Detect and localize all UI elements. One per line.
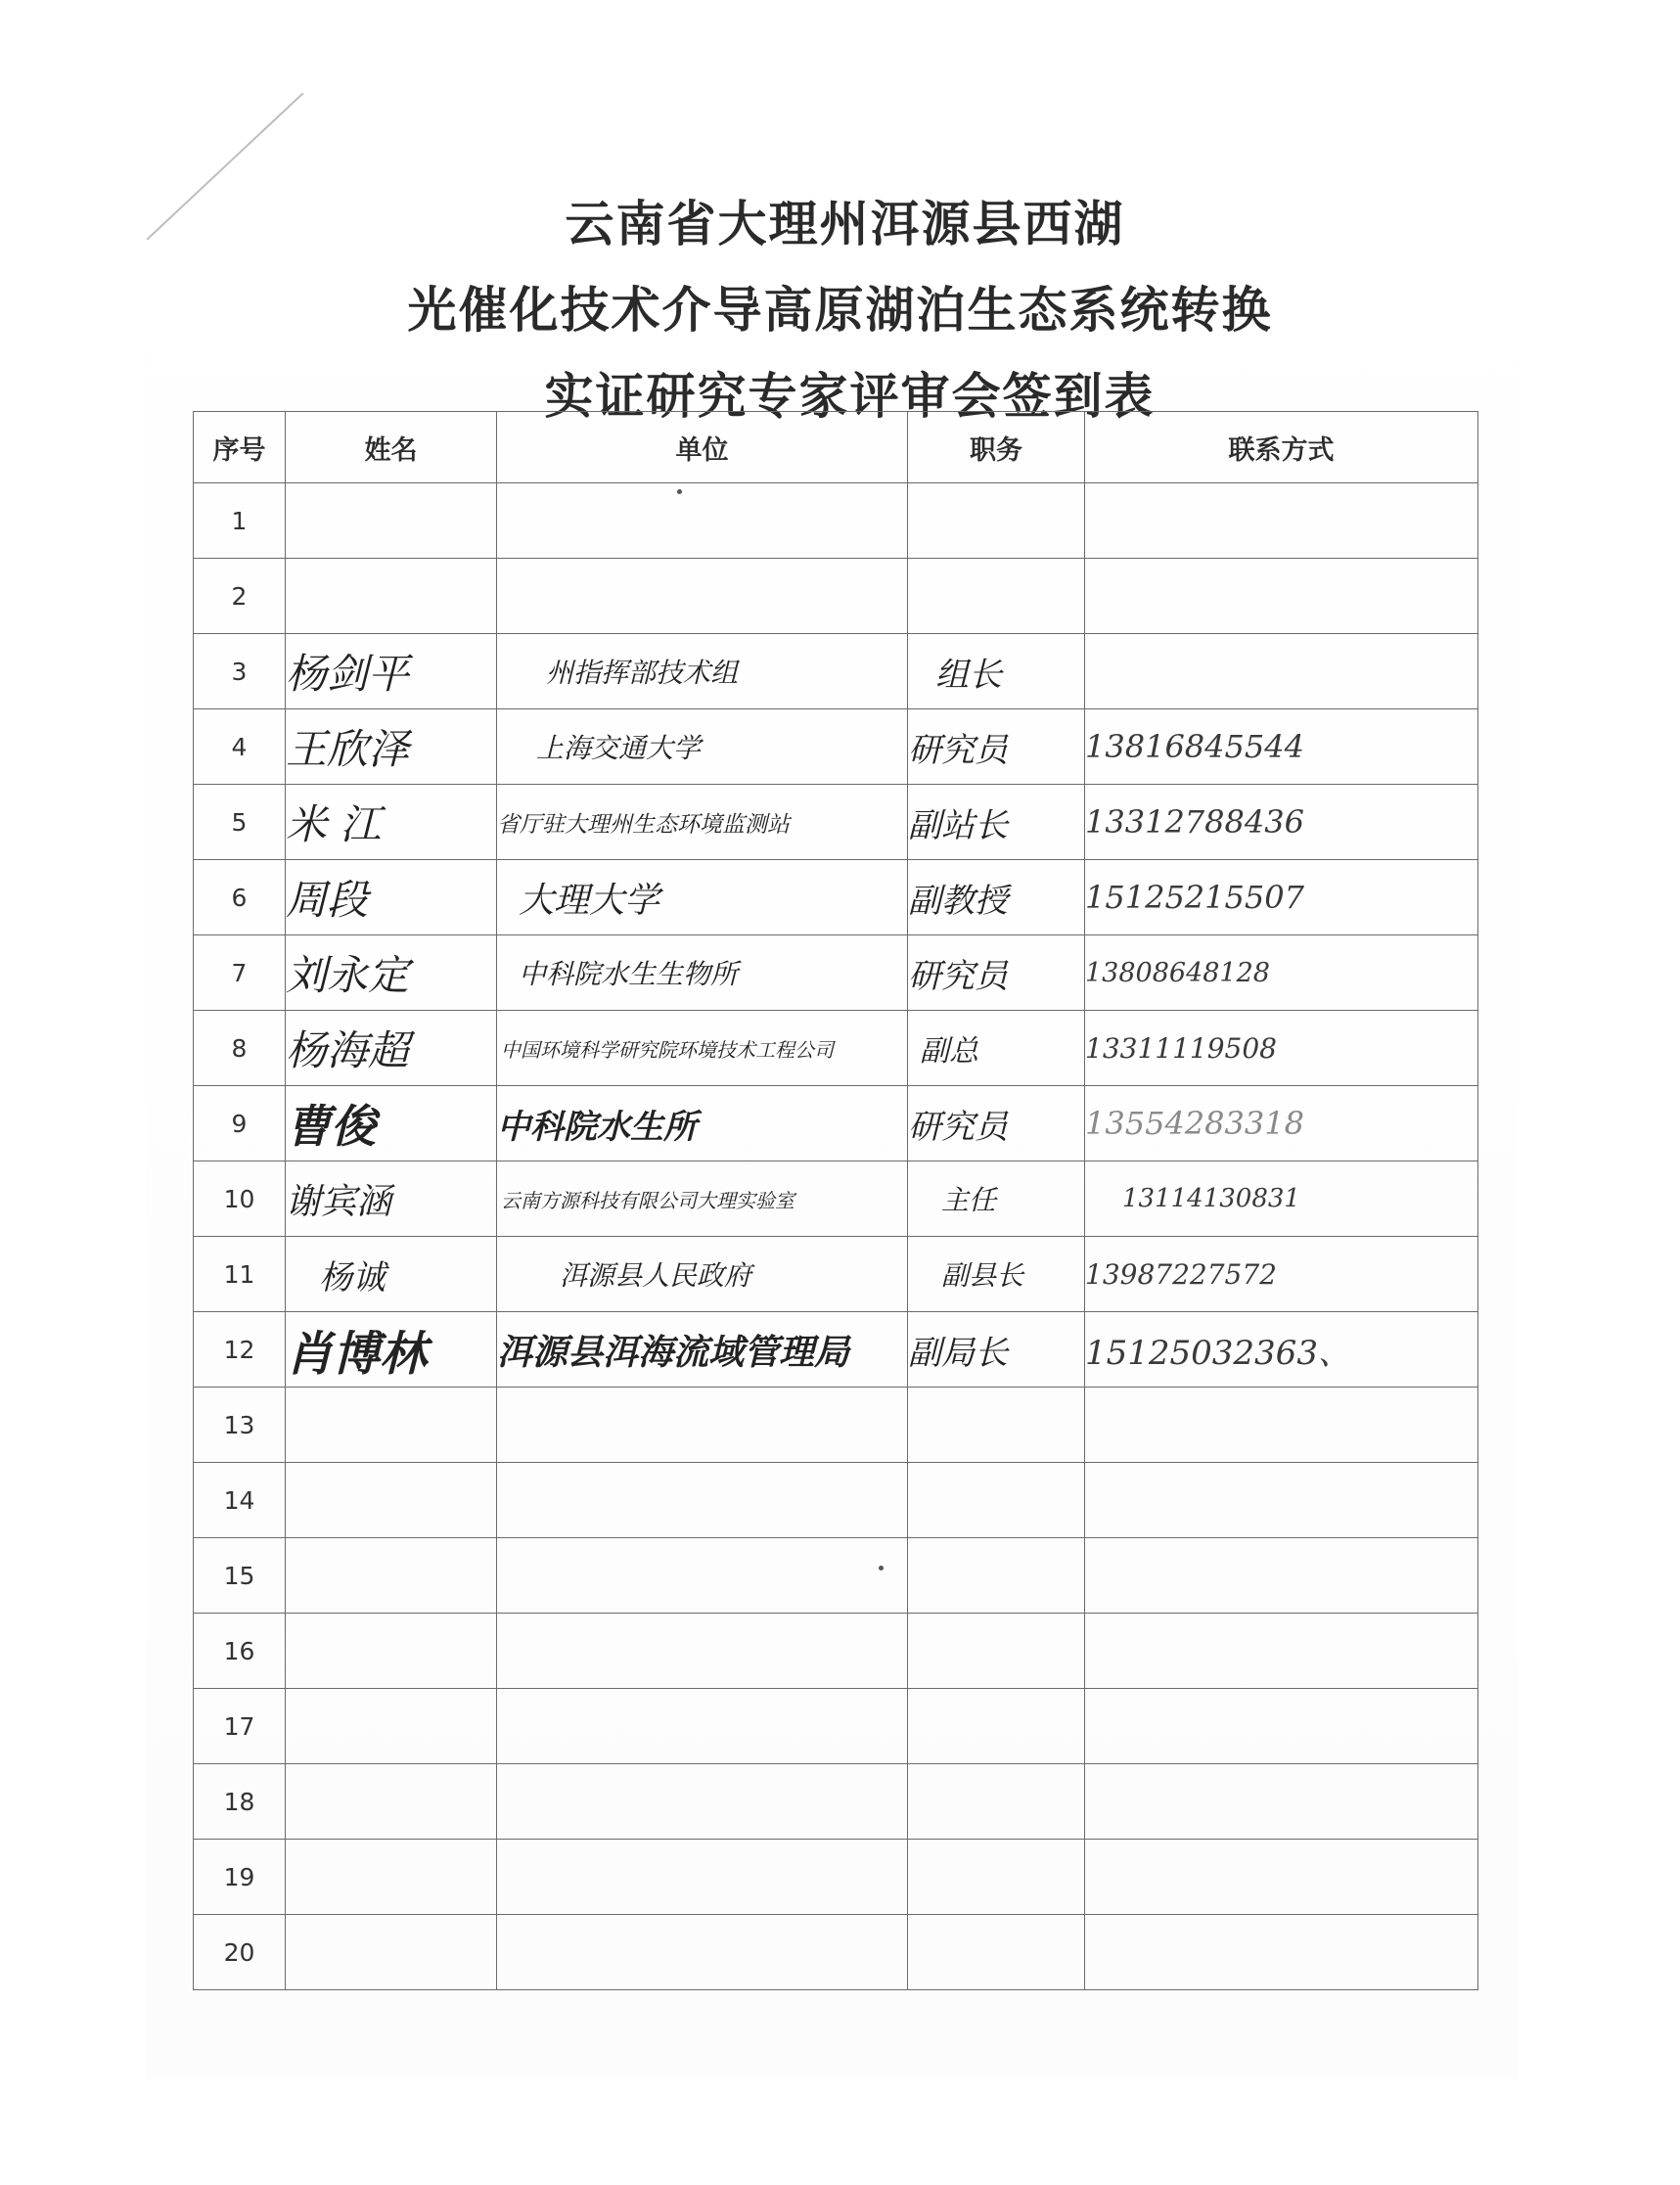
row-index: 10 bbox=[194, 1161, 286, 1237]
row-name: 刘永定 bbox=[286, 935, 497, 1011]
row-unit bbox=[497, 1689, 908, 1764]
table-row bbox=[194, 935, 1478, 1011]
row-title: 组长 bbox=[908, 634, 1085, 709]
row-unit: 中科院水生生物所 bbox=[497, 935, 908, 1011]
row-index: 18 bbox=[194, 1764, 286, 1840]
row-title bbox=[908, 1764, 1085, 1840]
table-row bbox=[194, 1614, 1478, 1689]
row-unit: 洱源县洱海流域管理局 bbox=[497, 1312, 908, 1388]
row-index: 11 bbox=[194, 1237, 286, 1312]
table-row bbox=[194, 1011, 1478, 1086]
row-contact bbox=[1085, 634, 1478, 709]
row-index: 20 bbox=[194, 1915, 286, 1990]
row-index: 8 bbox=[194, 1011, 286, 1086]
row-contact bbox=[1085, 483, 1478, 559]
table-row bbox=[194, 1689, 1478, 1764]
row-name bbox=[286, 1840, 497, 1915]
row-index: 2 bbox=[194, 559, 286, 634]
row-contact: 13808648128 bbox=[1085, 935, 1478, 1011]
header-contact: 联系方式 bbox=[1085, 412, 1478, 483]
table-row bbox=[194, 1915, 1478, 1990]
row-contact: 13114130831 bbox=[1085, 1161, 1478, 1237]
row-unit bbox=[497, 1764, 908, 1840]
table-row bbox=[194, 1388, 1478, 1463]
row-contact bbox=[1085, 1840, 1478, 1915]
table-row bbox=[194, 1538, 1478, 1614]
table-row bbox=[194, 1312, 1478, 1388]
row-name bbox=[286, 1764, 497, 1840]
row-title: 副局长 bbox=[908, 1312, 1085, 1388]
row-title: 研究员 bbox=[908, 709, 1085, 785]
row-contact: 13816845544 bbox=[1085, 709, 1478, 785]
row-contact: 13554283318 bbox=[1085, 1086, 1478, 1161]
row-index: 19 bbox=[194, 1840, 286, 1915]
row-name: 米 江 bbox=[286, 785, 497, 860]
row-title: 副县长 bbox=[908, 1237, 1085, 1312]
header-index: 序号 bbox=[194, 412, 286, 483]
row-contact: 13311119508 bbox=[1085, 1011, 1478, 1086]
row-contact bbox=[1085, 1764, 1478, 1840]
row-name bbox=[286, 483, 497, 559]
sign-in-table bbox=[193, 411, 1478, 1990]
row-title bbox=[908, 1388, 1085, 1463]
row-unit: 中国环境科学研究院环境技术工程公司 bbox=[497, 1011, 908, 1086]
row-title: 研究员 bbox=[908, 935, 1085, 1011]
row-unit: 州指挥部技术组 bbox=[497, 634, 908, 709]
row-name bbox=[286, 1614, 497, 1689]
row-contact bbox=[1085, 1689, 1478, 1764]
row-contact: 13312788436 bbox=[1085, 785, 1478, 860]
row-name: 杨海超 bbox=[286, 1011, 497, 1086]
row-unit: 中科院水生所 bbox=[497, 1086, 908, 1161]
row-name: 王欣泽 bbox=[286, 709, 497, 785]
table-row bbox=[194, 1086, 1478, 1161]
row-index: 4 bbox=[194, 709, 286, 785]
row-unit: 洱源县人民政府 bbox=[497, 1237, 908, 1312]
table-header-row bbox=[194, 412, 1478, 483]
table-row bbox=[194, 483, 1478, 559]
row-index: 9 bbox=[194, 1086, 286, 1161]
row-unit bbox=[497, 1840, 908, 1915]
row-title: 副总 bbox=[908, 1011, 1085, 1086]
row-index: 14 bbox=[194, 1463, 286, 1538]
row-name: 谢宾涵 bbox=[286, 1161, 497, 1237]
row-unit bbox=[497, 1915, 908, 1990]
table-row bbox=[194, 1161, 1478, 1237]
title-line-2: 光催化技术介导高原湖泊生态系统转换 bbox=[407, 281, 1273, 339]
row-index: 3 bbox=[194, 634, 286, 709]
row-index: 1 bbox=[194, 483, 286, 559]
row-title bbox=[908, 483, 1085, 559]
title-line-3: 实证研究专家评审会签到表 bbox=[544, 367, 1156, 425]
row-name: 曹俊 bbox=[286, 1086, 497, 1161]
row-title bbox=[908, 1463, 1085, 1538]
table-row bbox=[194, 785, 1478, 860]
table-row bbox=[194, 1237, 1478, 1312]
title-line-1: 云南省大理州洱源县西湖 bbox=[565, 195, 1125, 252]
row-title bbox=[908, 1538, 1085, 1614]
table-row bbox=[194, 634, 1478, 709]
table-row bbox=[194, 1840, 1478, 1915]
table-row bbox=[194, 1764, 1478, 1840]
row-unit bbox=[497, 1614, 908, 1689]
row-name bbox=[286, 1538, 497, 1614]
row-name bbox=[286, 1689, 497, 1764]
row-index: 16 bbox=[194, 1614, 286, 1689]
row-name: 杨剑平 bbox=[286, 634, 497, 709]
row-unit bbox=[497, 483, 908, 559]
row-unit: 省厅驻大理州生态环境监测站 bbox=[497, 785, 908, 860]
row-unit bbox=[497, 1388, 908, 1463]
header-unit: 单位 bbox=[497, 412, 908, 483]
row-title bbox=[908, 1840, 1085, 1915]
row-name: 肖博林 bbox=[286, 1312, 497, 1388]
row-contact bbox=[1085, 1614, 1478, 1689]
row-name: 杨诚 bbox=[286, 1237, 497, 1312]
row-index: 17 bbox=[194, 1689, 286, 1764]
row-title bbox=[908, 1689, 1085, 1764]
row-title: 主任 bbox=[908, 1161, 1085, 1237]
row-contact: 15125215507 bbox=[1085, 860, 1478, 935]
table-row bbox=[194, 709, 1478, 785]
row-unit bbox=[497, 1538, 908, 1614]
row-unit: 大理大学 bbox=[497, 860, 908, 935]
row-index: 13 bbox=[194, 1388, 286, 1463]
row-contact bbox=[1085, 1388, 1478, 1463]
table-row bbox=[194, 559, 1478, 634]
row-contact bbox=[1085, 559, 1478, 634]
row-contact bbox=[1085, 1915, 1478, 1990]
row-unit: 云南方源科技有限公司大理实验室 bbox=[497, 1161, 908, 1237]
row-unit bbox=[497, 559, 908, 634]
row-name bbox=[286, 559, 497, 634]
row-name: 周段 bbox=[286, 860, 497, 935]
row-name bbox=[286, 1388, 497, 1463]
row-title bbox=[908, 559, 1085, 634]
row-contact: 13987227572 bbox=[1085, 1237, 1478, 1312]
row-unit: 上海交通大学 bbox=[497, 709, 908, 785]
row-title: 研究员 bbox=[908, 1086, 1085, 1161]
row-unit bbox=[497, 1463, 908, 1538]
header-name: 姓名 bbox=[286, 412, 497, 483]
table-row bbox=[194, 1463, 1478, 1538]
row-title bbox=[908, 1614, 1085, 1689]
row-name bbox=[286, 1915, 497, 1990]
row-contact bbox=[1085, 1463, 1478, 1538]
header-title: 职务 bbox=[908, 412, 1085, 483]
row-title: 副教授 bbox=[908, 860, 1085, 935]
table-row bbox=[194, 860, 1478, 935]
row-index: 7 bbox=[194, 935, 286, 1011]
row-index: 12 bbox=[194, 1312, 286, 1388]
row-index: 5 bbox=[194, 785, 286, 860]
row-title bbox=[908, 1915, 1085, 1990]
row-name bbox=[286, 1463, 497, 1538]
row-index: 6 bbox=[194, 860, 286, 935]
row-title: 副站长 bbox=[908, 785, 1085, 860]
row-index: 15 bbox=[194, 1538, 286, 1614]
row-contact bbox=[1085, 1538, 1478, 1614]
document-title bbox=[0, 181, 1680, 439]
row-contact: 15125032363、 bbox=[1085, 1312, 1478, 1388]
